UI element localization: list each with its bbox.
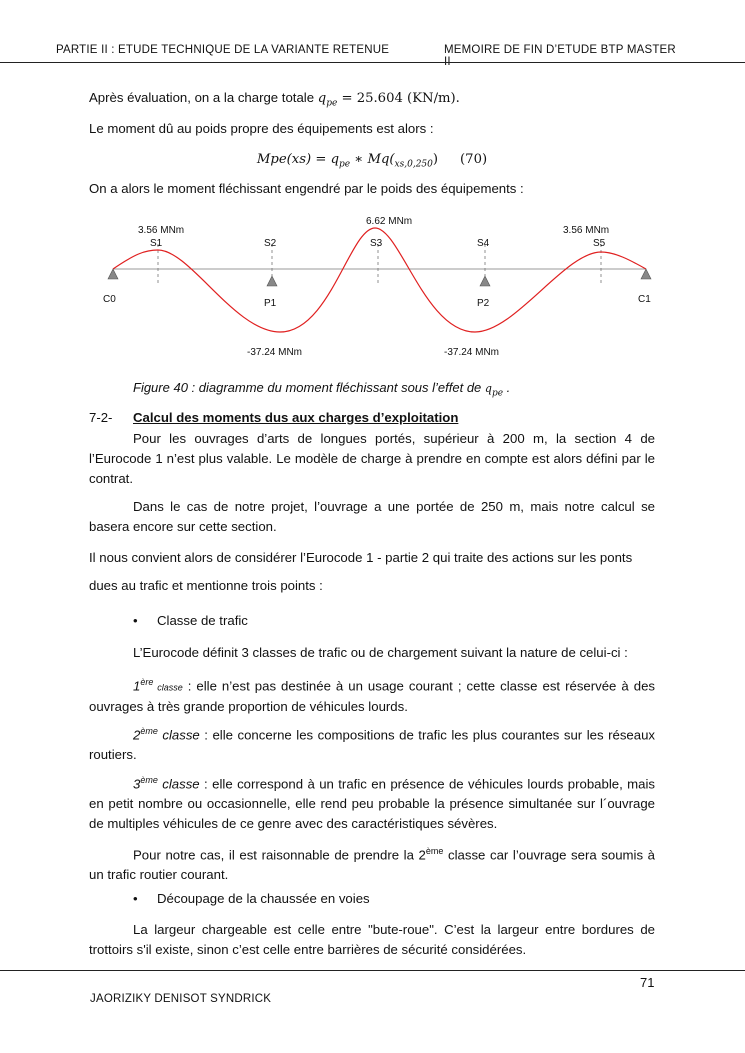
equation-end: ) xyxy=(432,152,439,167)
header-right: MEMOIRE DE FIN D’ETUDE BTP MASTER xyxy=(444,44,676,56)
class-1-label: classe xyxy=(153,682,183,693)
paragraph-long-spans: Pour les ouvrages d’arts de longues portés, supérieur à 200 m, la section 4 de l’Eurocode 1 n’est plus valable. Le modèle de charge à prendre en compte est alors défini par le contrat. xyxy=(89,431,655,486)
bullet-traffic-class-text: Classe de trafic xyxy=(157,613,248,628)
header-left: PARTIE II : ETUDE TECHNIQUE DE LA VARIANTE RETENUE xyxy=(56,44,390,56)
section-label-s2: S2 xyxy=(264,238,277,249)
section-number: 7-2- xyxy=(89,410,113,425)
class-2-text: : elle concerne les compositions de trafic les plus courantes sur les réseaux routiers. xyxy=(89,727,656,763)
section-title: Calcul des moments dus aux charges d’exploitation xyxy=(133,410,459,425)
paragraph-class-1 xyxy=(89,672,655,717)
page-header xyxy=(56,44,686,60)
section-heading xyxy=(89,410,458,425)
equation-number: (70) xyxy=(460,152,488,167)
equation-lhs: Mpe(xs) = q xyxy=(256,152,340,167)
value-label-span2: -37.24 MNm xyxy=(444,347,500,358)
footer-author: JAORIZIKY DENISOT SYNDRICK xyxy=(90,993,272,1005)
paragraph-eurocode-line1: Il nous convient alors de considérer l’Eurocode 1 - partie 2 qui traite des actions sur les ponts xyxy=(89,550,633,565)
intro-paragraph-1 xyxy=(89,88,655,114)
support-c1-icon xyxy=(641,269,651,279)
class-3-label: classe xyxy=(157,776,200,792)
footer-rule xyxy=(0,970,745,971)
caption-text: Figure 40 : diagramme du moment fléchissant sous l’effet de xyxy=(133,380,485,395)
our-case-post: classe car l’ouvrage sera soumis à un trafic routier courant. xyxy=(89,847,655,883)
value-label-s1: 3.56 MNm xyxy=(138,225,185,236)
intro-text: Après évaluation, on a la charge totale xyxy=(89,90,318,105)
support-label-p1: P1 xyxy=(264,298,277,309)
paragraph-project-span: Dans le cas de notre projet, l’ouvrage a une portée de 250 m, mais notre calcul se basera encore sur cette section. xyxy=(89,499,655,534)
our-case-sup: ème xyxy=(425,846,444,856)
header-rule xyxy=(0,62,745,63)
bullet-traffic-class xyxy=(133,613,248,628)
support-label-c0: C0 xyxy=(103,294,116,305)
q-value: = 25.604 (KN/m). xyxy=(337,91,460,106)
section-label-s1: S1 xyxy=(150,238,163,249)
caption-end: . xyxy=(503,380,511,395)
class-2-label: classe xyxy=(157,727,200,743)
section-label-s4: S4 xyxy=(477,238,490,249)
bullet-lane-division xyxy=(133,891,370,906)
paragraph-class-3 xyxy=(89,770,655,834)
figure-caption xyxy=(133,380,510,399)
support-p2-icon xyxy=(480,276,490,286)
intro-paragraph-2: Le moment dû au poids propre des équipements est alors : xyxy=(89,121,434,136)
equation-arg: xs,0,250 xyxy=(394,159,433,170)
section-label-s3: S3 xyxy=(370,238,383,249)
paragraph-our-case xyxy=(89,841,655,885)
bullet-icon: • xyxy=(133,891,138,906)
class-2-num: 2 xyxy=(133,727,141,743)
support-label-c1: C1 xyxy=(638,294,651,305)
q-symbol: q xyxy=(317,91,327,106)
paragraph-eurocode-classes: L’Eurocode définit 3 classes de trafic ou de chargement suivant la nature de celui-ci : xyxy=(133,645,628,660)
page-number: 71 xyxy=(640,975,655,990)
class-2-sup: ème xyxy=(140,726,158,736)
intro-paragraph-3: On a alors le moment fléchissant engendré par le poids des équipements : xyxy=(89,181,524,196)
paragraph-eurocode-line2: dues au trafic et mentionne trois points : xyxy=(89,578,323,593)
value-label-s5: 3.56 MNm xyxy=(563,225,610,236)
value-label-s3: 6.62 MNm xyxy=(366,216,413,227)
paragraph-class-2 xyxy=(89,721,655,765)
class-3-sup: ème xyxy=(140,775,158,785)
q-subscript: pe xyxy=(326,98,338,109)
class-3-num: 3 xyxy=(133,776,141,792)
paragraph-loadable-width: La largeur chargeable est celle entre "bute-roue". C’est la largeur entre bordures de trottoirs s'il existe, sinon c’est celle entre barrières de sécurité considérées. xyxy=(89,922,655,957)
bullet-icon: • xyxy=(133,613,138,628)
bullet-lane-division-text: Découpage de la chaussée en voies xyxy=(157,891,370,906)
class-1-sup: ère xyxy=(140,677,154,687)
bending-moment-diagram xyxy=(95,212,660,362)
support-p1-icon xyxy=(267,276,277,286)
section-label-s5: S5 xyxy=(593,238,606,249)
class-1-text: : elle n’est pas destinée à un usage courant ; cette classe est réservée à des ouvrages à très grande proportion de véhicules lourds. xyxy=(89,678,656,715)
support-c0-icon xyxy=(108,269,118,279)
caption-q: q xyxy=(484,382,492,395)
value-label-span1: -37.24 MNm xyxy=(247,347,303,358)
equation-70 xyxy=(89,149,655,175)
support-label-p2: P2 xyxy=(477,298,490,309)
equation-sub: pe xyxy=(339,159,351,170)
equation-mid: ∗ Mq( xyxy=(350,152,395,167)
our-case-pre: Pour notre cas, il est raisonnable de prendre la 2 xyxy=(133,847,426,863)
class-1-num: 1 xyxy=(133,678,141,694)
caption-q-sub: pe xyxy=(491,388,504,399)
class-3-text: : elle correspond à un trafic en présence de véhicules lourds probable, mais en petit nombre ou occasionnelle, elle rend peu probable la présence simultanée sur l´ouvrage de multiples véhicules de ce genre avec des caractéristiques sévères. xyxy=(89,776,656,832)
